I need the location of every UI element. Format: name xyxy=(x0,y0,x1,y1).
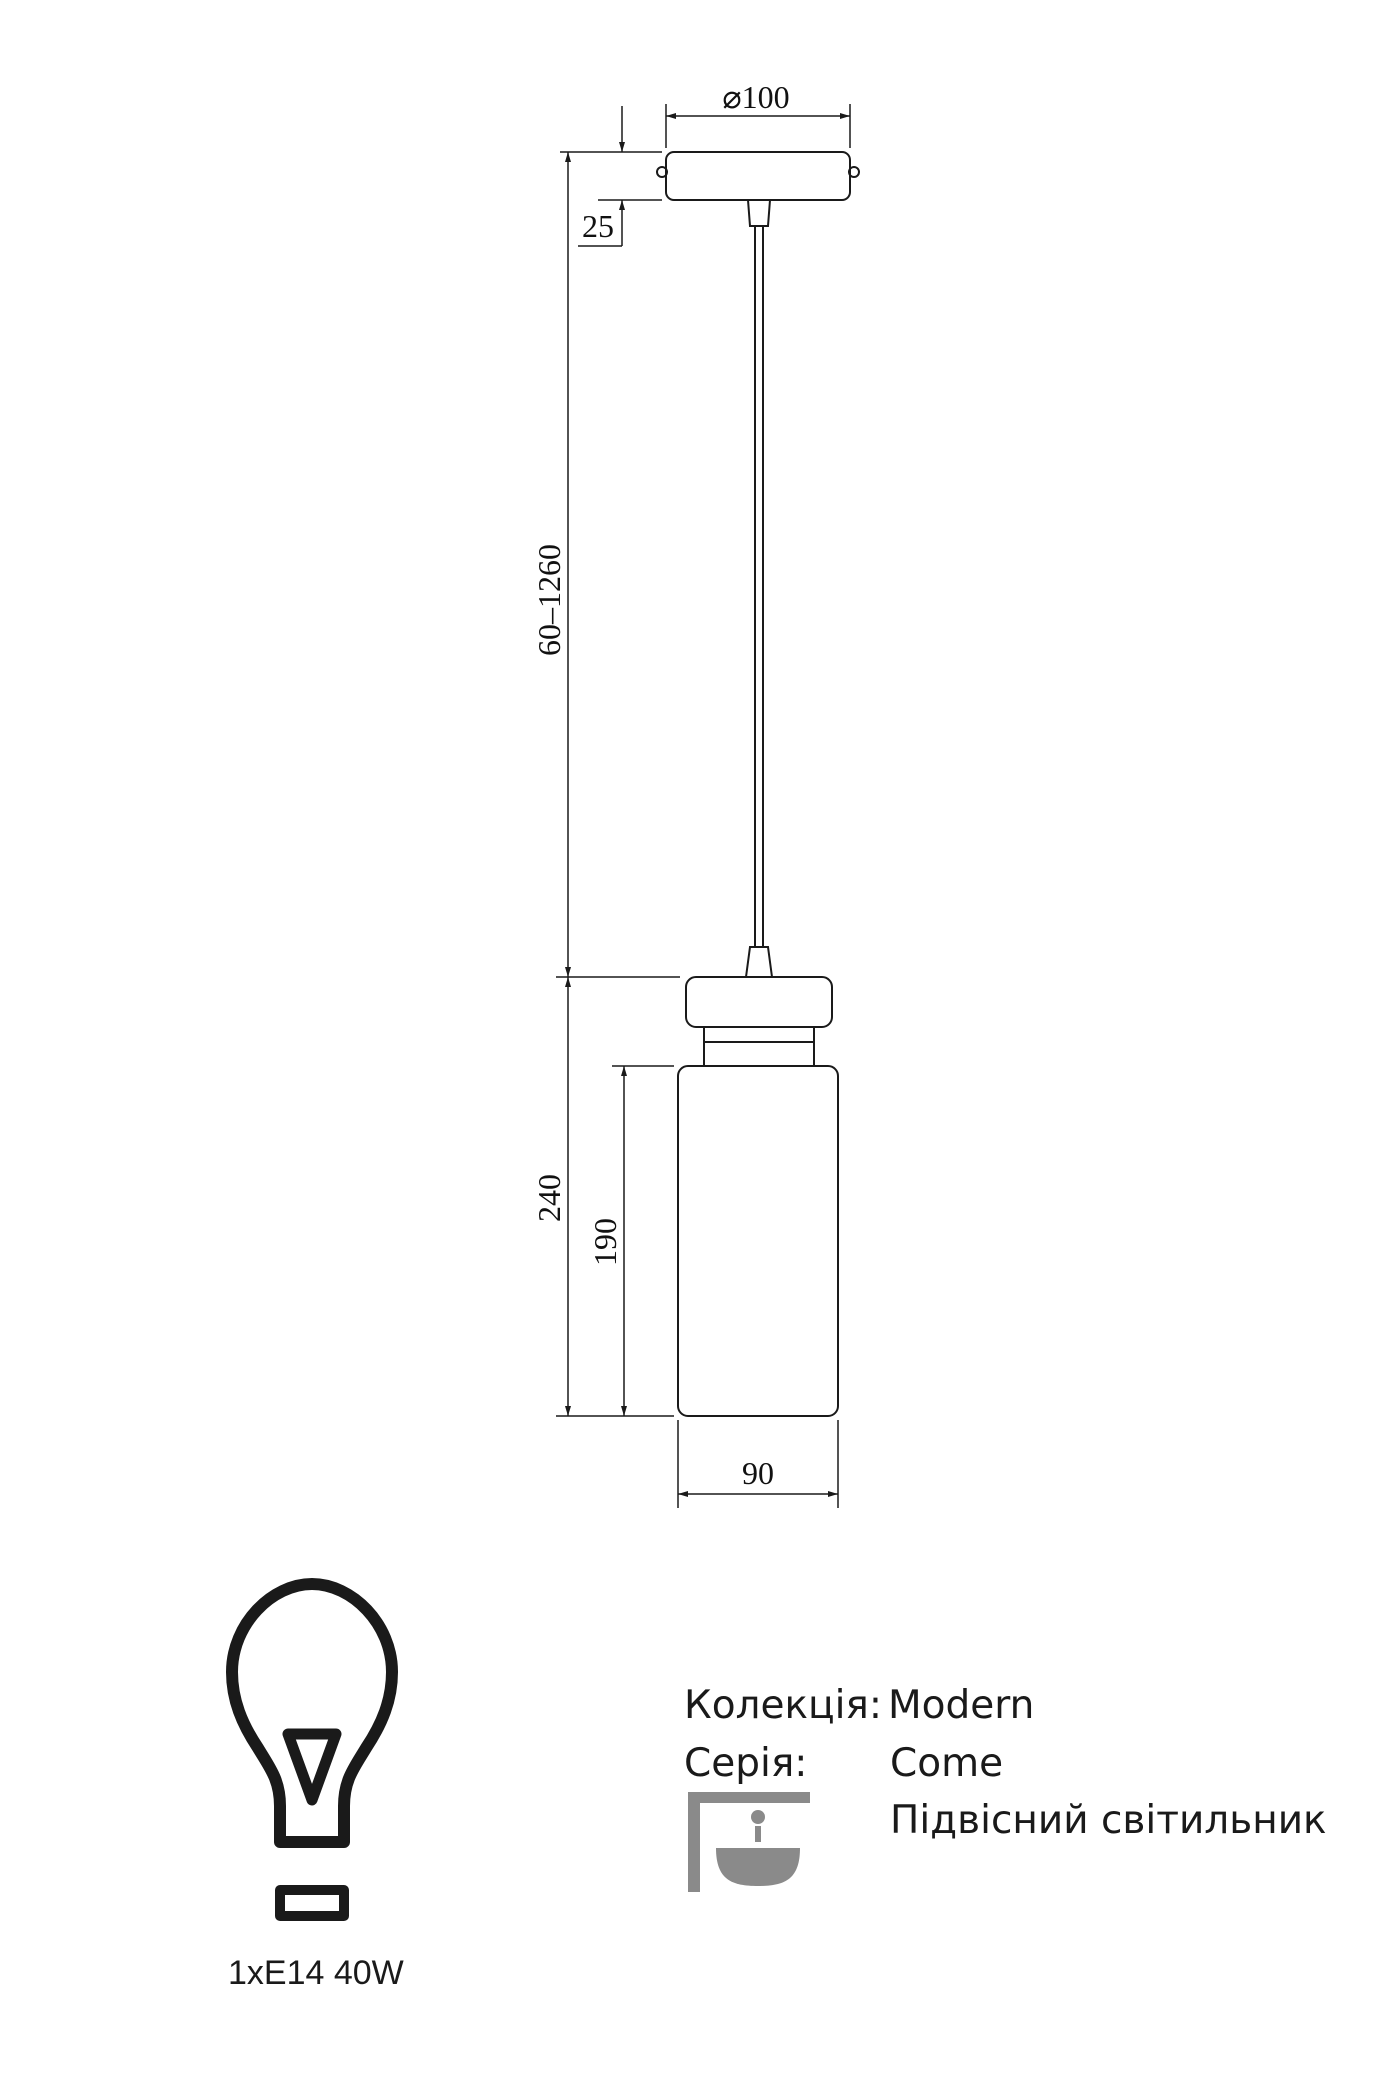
glass-shade xyxy=(678,1066,838,1416)
collection-label: Колекція: xyxy=(684,1683,883,1728)
cable-grip-top xyxy=(748,200,770,226)
light-bulb-icon xyxy=(232,1584,392,1916)
cable-grip-bottom xyxy=(746,947,772,977)
product-type: Підвісний світильник xyxy=(890,1798,1327,1843)
collection-value: Modern xyxy=(888,1683,1035,1728)
dimension-canopy-diameter: ⌀100 xyxy=(722,79,790,115)
ceiling-canopy xyxy=(666,152,850,200)
dimension-lines xyxy=(556,104,850,1508)
lamp-outline xyxy=(657,152,859,1416)
dimension-cable-length: 60–1260 xyxy=(531,544,567,656)
bulb-spec: 1xE14 40W xyxy=(228,1954,404,1992)
dimension-canopy-height: 25 xyxy=(582,208,614,244)
series-label: Серія: xyxy=(684,1741,808,1786)
dimension-lamp-height: 240 xyxy=(531,1174,567,1222)
pendant-lamp-icon xyxy=(688,1792,810,1892)
dimension-shade-width: 90 xyxy=(742,1455,774,1491)
series-value: Come xyxy=(890,1741,1004,1786)
dimension-shade-height: 190 xyxy=(587,1218,623,1266)
dimension-labels xyxy=(531,79,790,1491)
socket-ring xyxy=(704,1027,814,1042)
lamp-cap xyxy=(686,977,832,1027)
